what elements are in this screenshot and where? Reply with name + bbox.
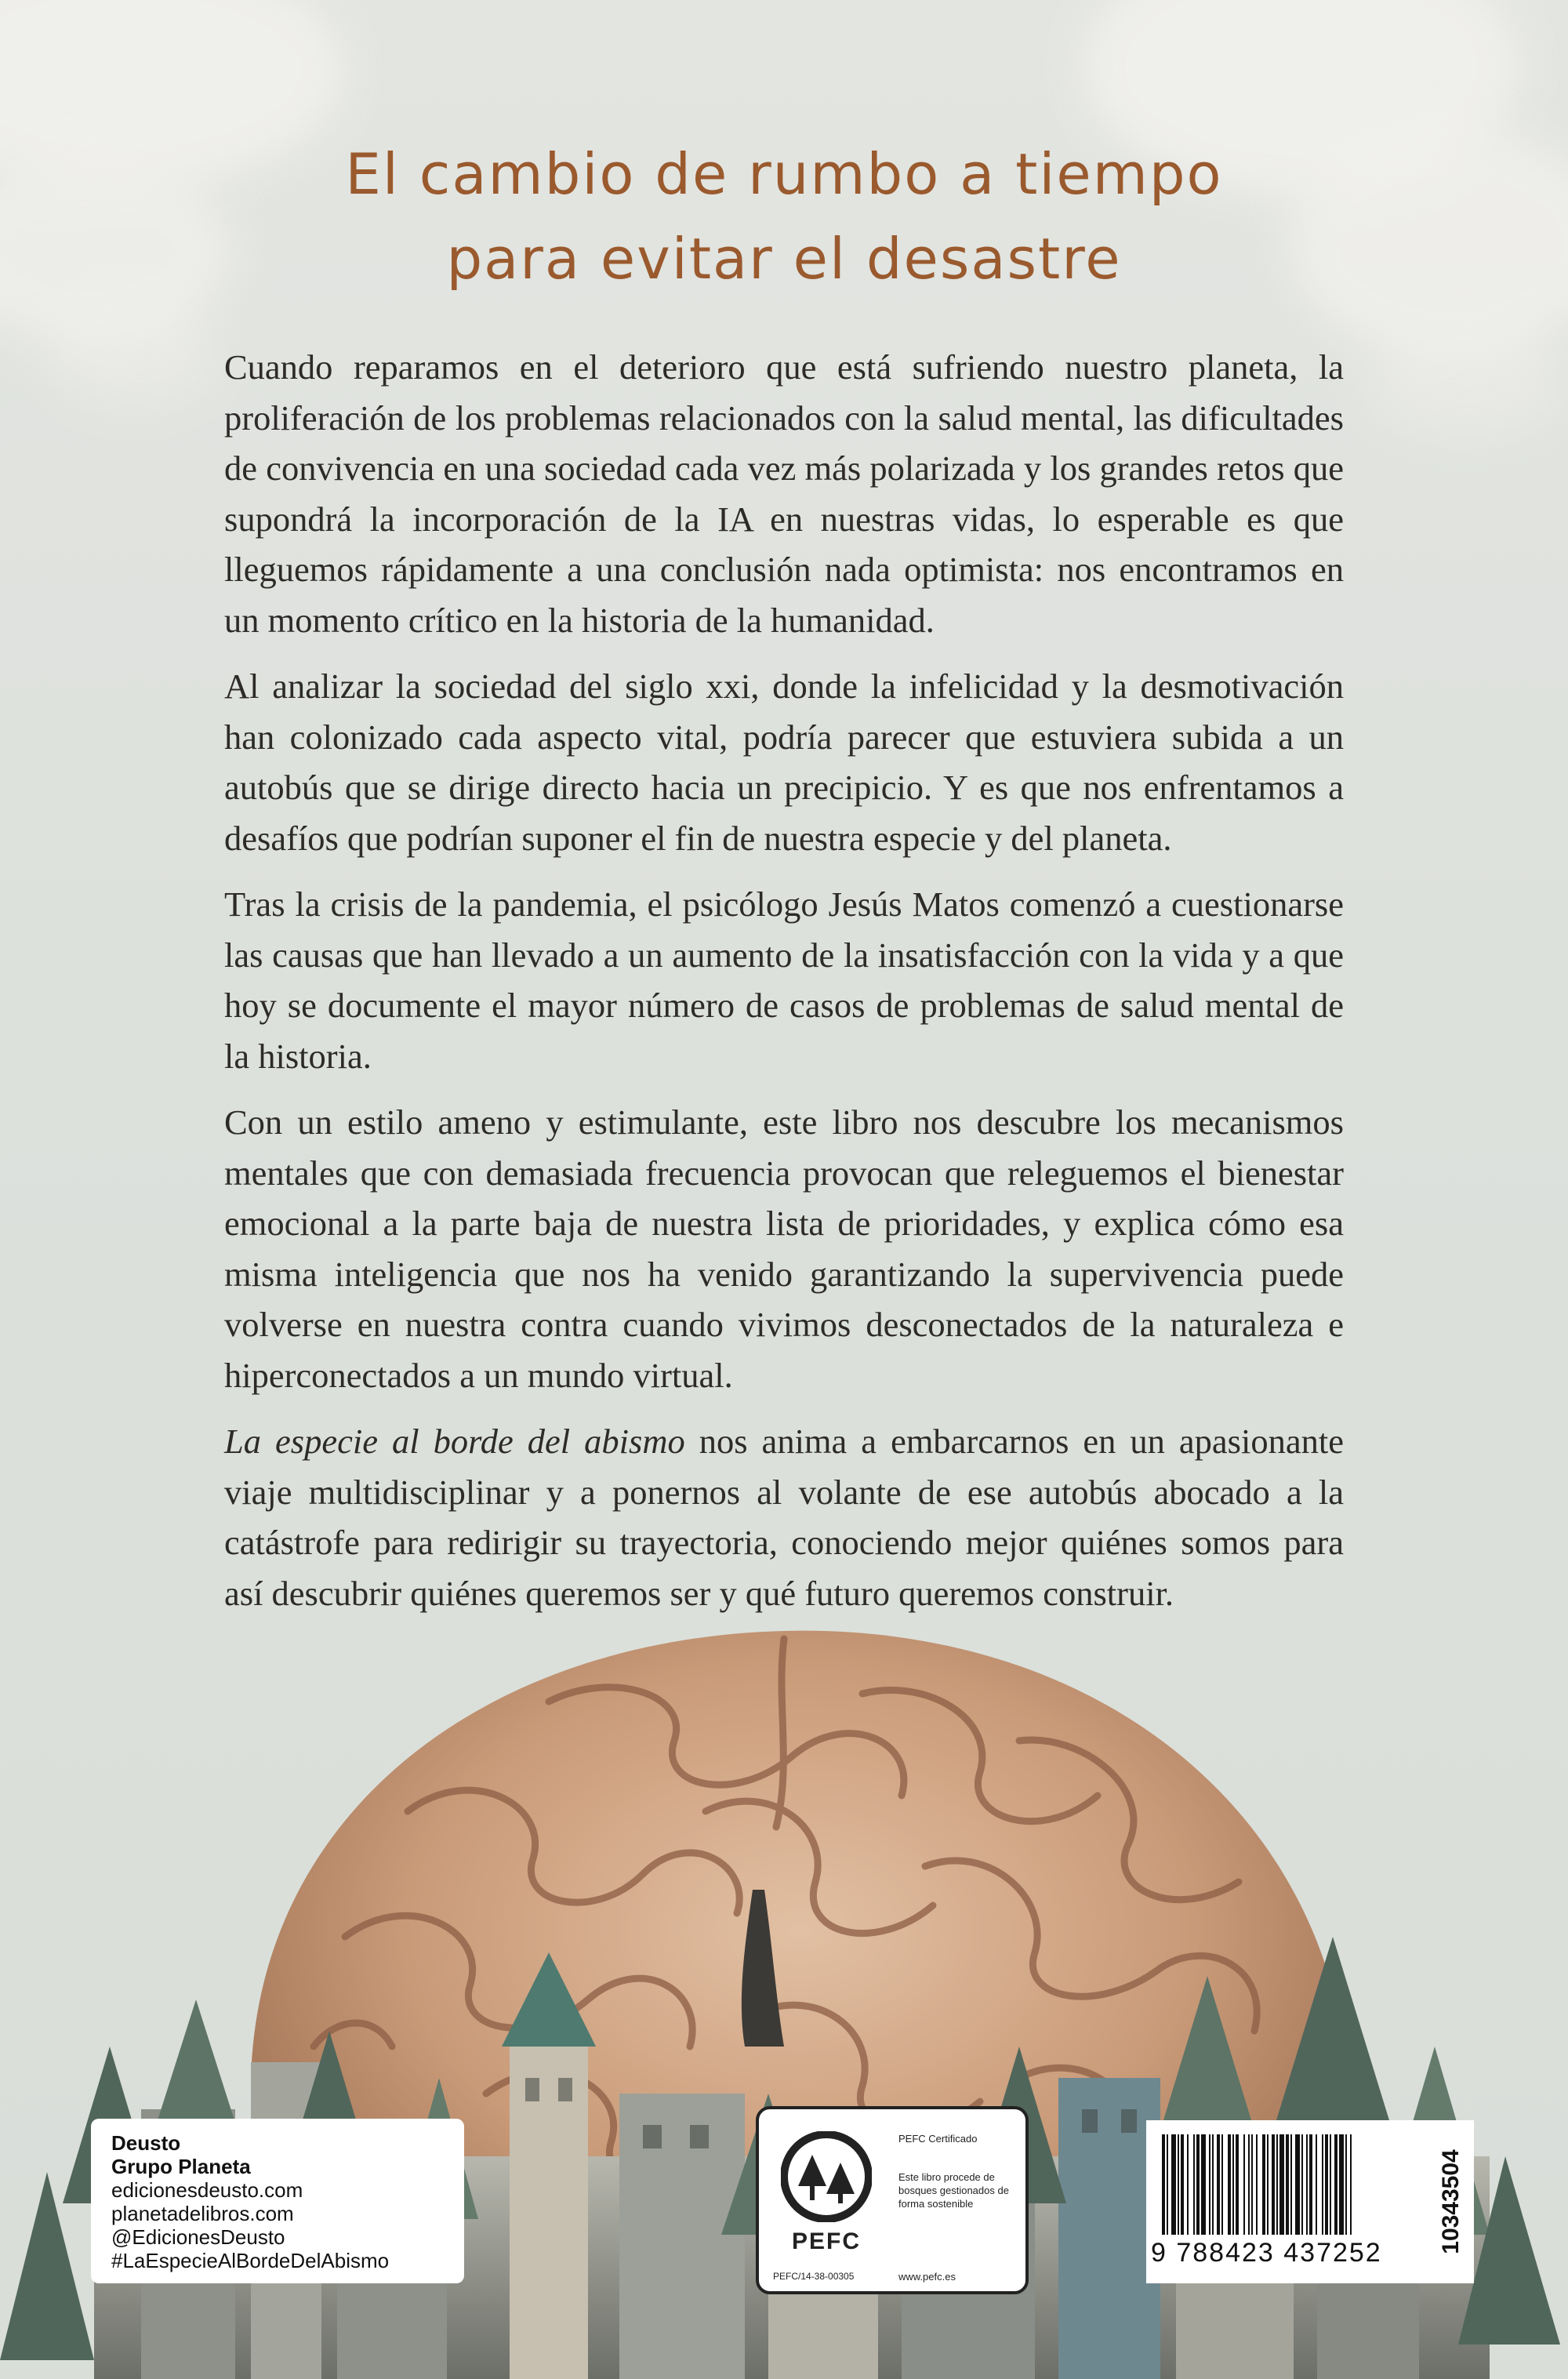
barcode-bar — [1251, 2134, 1253, 2235]
book-title-italic: La especie al borde del abismo — [224, 1422, 685, 1461]
title-line-1: El cambio de rumbo a tiempo — [345, 141, 1223, 207]
title-line-2: para evitar el desastre — [446, 226, 1122, 292]
barcode-bar — [1309, 2134, 1312, 2235]
barcode-bar — [1221, 2134, 1223, 2235]
pefc-code: PEFC/14-38-00305 — [773, 2271, 855, 2282]
cloud-top-left-wisp — [47, 298, 220, 408]
barcode-bar — [1276, 2134, 1278, 2235]
pefc-certification — [756, 2106, 1029, 2294]
pefc-tree-logo-icon — [781, 2131, 872, 2222]
barcode-bar — [1272, 2134, 1275, 2235]
synopsis-paragraph-2: Al analizar la sociedad del siglo xxi, donde la infelicidad y la desmotivación han colonizado cada aspecto vital, podría parecer que estuviera subida a un autobús que se dirige directo hacia un precipicio. Y es que nos enfrentamos a desafíos que podrían suponer el fin de nuestra especie y del planeta. — [224, 666, 1344, 858]
barcode-bar — [1301, 2134, 1303, 2235]
barcode-bar — [1330, 2134, 1331, 2235]
barcode-bar — [1212, 2134, 1214, 2235]
internal-code-text: 10343504 — [1438, 2149, 1464, 2254]
barcode-bar — [1178, 2134, 1179, 2235]
synopsis-paragraph-4: Con un estilo ameno y estimulante, este libro nos descubre los mecanismos mentales que con demasiada frecuencia provocan que releguemos el bienestar emocional a la parte baja de nuestra lista de prioridades, y explica cómo esa misma inteligencia que nos ha venido garantizando la supervivencia puede volverse en nuestra contra cuando vivimos desconectados de la naturaleza e hiperconectados a un mundo virtual. — [224, 1102, 1344, 1395]
barcode-bar — [1248, 2134, 1250, 2235]
barcode-bar — [1171, 2134, 1176, 2235]
barcode-bar — [1196, 2134, 1200, 2235]
pefc-website: www.pefc.es — [898, 2271, 956, 2283]
pefc-description: Este libro procede de bosques gestionados de forma sostenible — [898, 2171, 1009, 2210]
barcode-bar — [1322, 2134, 1323, 2235]
synopsis-paragraph-1: Cuando reparamos en el deterioro que está sufriendo nuestro planeta, la proliferación de los problemas relacionados con la salud mental, las dificultades de convivencia en una sociedad cada vez más polarizada y los grandes retos que supondrá la incorporación de la IA en nuestras vidas, lo esperable es que lleguemos rápidamente a una conclusión nada optimista: nos encontramos en un momento crítico en la historia de la humanidad. — [224, 347, 1344, 640]
barcode-bar — [1232, 2134, 1234, 2235]
barcode-bar — [1201, 2134, 1206, 2235]
barcode-bar — [1256, 2134, 1258, 2235]
back-cover-title — [0, 132, 1568, 301]
barcode-bar — [1295, 2134, 1300, 2235]
synopsis-paragraph-5 — [224, 1416, 1344, 1618]
pefc-brand: PEFC — [791, 2228, 861, 2254]
barcode-bar — [1350, 2134, 1352, 2235]
barcode-bar — [1345, 2134, 1347, 2235]
barcode-bar — [1290, 2134, 1292, 2235]
publisher-group: Grupo Planeta — [111, 2155, 251, 2178]
publisher-name: Deusto — [111, 2131, 181, 2155]
barcode-bar — [1243, 2134, 1245, 2235]
barcode-bar — [1267, 2134, 1269, 2235]
barcode-bar — [1181, 2134, 1184, 2235]
barcode-bar — [1193, 2134, 1195, 2235]
isbn-number: 9 788423 437252 — [1151, 2238, 1382, 2268]
barcode-bar — [1279, 2134, 1284, 2235]
barcode-bar — [1209, 2134, 1210, 2235]
barcode-panel — [1146, 2120, 1474, 2283]
pefc-certified-label: PEFC Certificado — [898, 2133, 978, 2145]
barcode-bar — [1228, 2134, 1231, 2235]
publisher-info — [91, 2119, 464, 2283]
barcode-bar — [1187, 2134, 1189, 2235]
barcode-bar — [1162, 2134, 1165, 2235]
synopsis-paragraph-5-text: nos anima a embarcarnos en un apasionante viaje multidisciplinar y a ponernos al volante de ese autobús abocado a la catástrofe para redirigir su trayectoria, conociendo mejor quiénes somos para así descubrir quiénes queremos ser y qué futuro queremos construir. — [224, 1422, 1344, 1613]
barcode-bar — [1167, 2134, 1168, 2235]
barcode-bar — [1262, 2134, 1265, 2235]
barcode-bar — [1339, 2134, 1344, 2235]
synopsis-paragraph-3: Tras la crisis de la pandemia, el psicólogo Jesús Matos comenzó a cuestionarse las causas que han llevado a un aumento de la insatisfacción con la vida y a que hoy se documente el mayor número de casos de problemas de salud mental de la historia. — [224, 884, 1344, 1076]
barcode-bar — [1316, 2134, 1317, 2235]
barcode-bar — [1306, 2134, 1308, 2235]
barcode-bar — [1334, 2134, 1338, 2235]
barcode-bar — [1217, 2134, 1220, 2235]
cloud-top-right-wisp — [1364, 329, 1568, 439]
barcode-bar — [1325, 2134, 1328, 2235]
publisher-website-2: planetadelibros.com — [111, 2202, 294, 2225]
barcode-bar — [1286, 2134, 1289, 2235]
isbn-barcode — [1160, 2134, 1427, 2235]
publisher-hashtag: #LaEspecieAlBordeDelAbismo — [111, 2249, 390, 2272]
synopsis — [224, 342, 1344, 1634]
barcode-bar — [1236, 2134, 1239, 2235]
publisher-website: edicionesdeusto.com — [111, 2178, 303, 2202]
publisher-social: @EdicionesDeusto — [111, 2225, 285, 2249]
internal-code — [1433, 2127, 1469, 2277]
